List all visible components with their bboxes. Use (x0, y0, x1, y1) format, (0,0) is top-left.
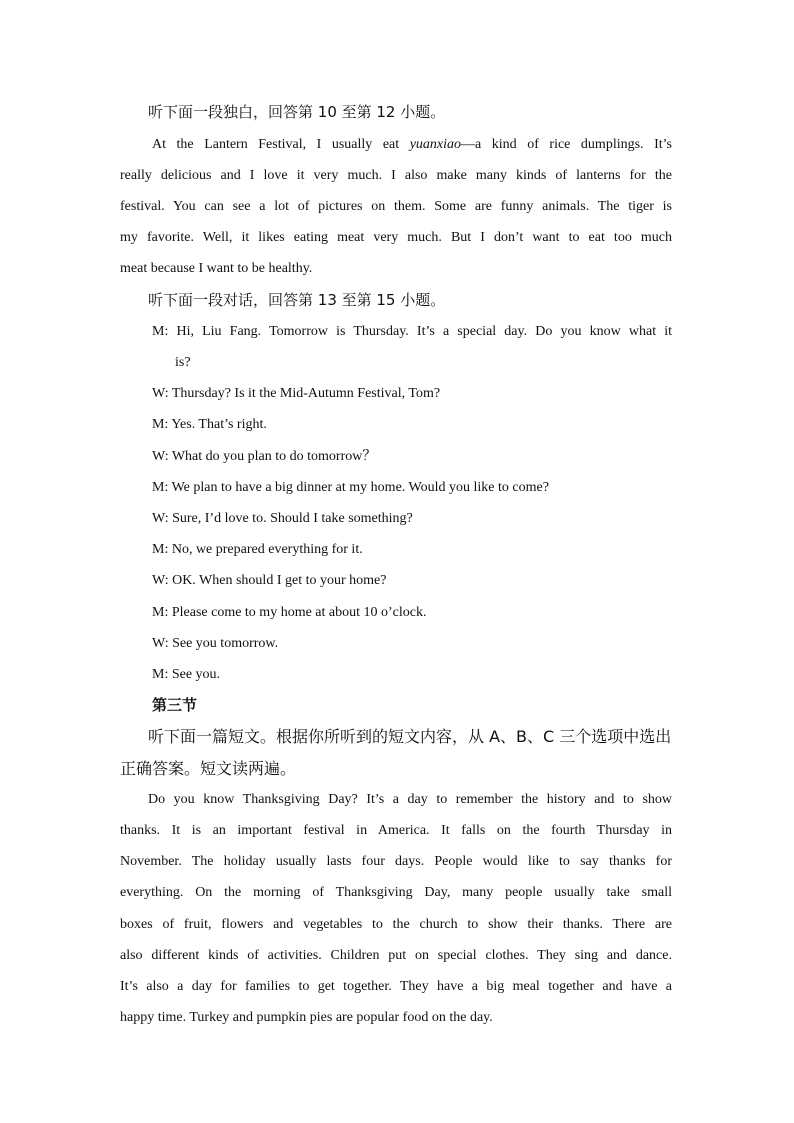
passage-line-4: everything. On the morning of Thanksgiving Day, many people usually take small (120, 885, 672, 900)
monologue-line-3: festival. You can see a lot of pictures on them. Some are funny animals. The tiger is (120, 199, 672, 214)
section3-title: 第三节 (152, 696, 198, 714)
dialogue-line-3: M: Yes. That’s right. (152, 417, 267, 432)
section2-heading: 听下面一段对话，回答第 13 至第 15 小题。 (148, 291, 446, 309)
monologue-italic-word: yuanxiao (409, 137, 462, 152)
dialogue-line-6: W: Sure, I’d love to. Should I take something? (152, 511, 413, 526)
passage-line-1: Do you know Thanksgiving Day? It’s a day to remember the history and to show (148, 792, 672, 807)
passage-line-7: It’s also a day for families to get together. They have a big meal together and have a (120, 979, 672, 994)
section1-heading: 听下面一段独白，回答第 10 至第 12 小题。 (148, 103, 446, 121)
monologue-line-5: meat because I want to be healthy. (120, 261, 313, 276)
passage-line-2: thanks. It is an important festival in America. It falls on the fourth Thursday in (120, 823, 672, 838)
dialogue-line-8: W: OK. When should I get to your home? (152, 573, 387, 588)
monologue-line-1 (152, 136, 672, 154)
passage-line-5: boxes of fruit, flowers and vegetables to the church to show their thanks. There are (120, 917, 672, 932)
passage-line-6: also different kinds of activities. Children put on special clothes. They sing and dance. (120, 948, 672, 963)
monologue-line-1-post: —a kind of rice dumplings. It’s (461, 137, 672, 152)
monologue-line-2: really delicious and I love it very much. I also make many kinds of lanterns for the (120, 168, 672, 183)
section3-instruction-line-2: 正确答案。短文读两遍。 (120, 759, 297, 778)
dialogue-line-2: W: Thursday? Is it the Mid-Autumn Festival, Tom? (152, 386, 441, 401)
section3-instruction-line-1: 听下面一篇短文。根据你所听到的短文内容，从 A、B、C 三个选项中选出 (148, 727, 672, 746)
monologue-line-4: my favorite. Well, it likes eating meat very much. But I don’t want to eat too much (120, 230, 672, 245)
monologue-line-1-pre: At the Lantern Festival, I usually eat (152, 137, 410, 152)
dialogue-line-10: W: See you tomorrow. (152, 636, 279, 651)
passage-line-3: November. The holiday usually lasts four days. People would like to say thanks for (120, 854, 672, 869)
dialogue-line-1-cont: is? (175, 355, 191, 370)
dialogue-line-11: M: See you. (152, 667, 221, 682)
dialogue-line-4: W: What do you plan to do tomorrow？ (152, 449, 377, 464)
dialogue-line-7: M: No, we prepared everything for it. (152, 542, 363, 557)
dialogue-line-9: M: Please come to my home at about 10 o’clock. (152, 605, 427, 620)
passage-line-8: happy time. Turkey and pumpkin pies are popular food on the day. (120, 1010, 493, 1025)
dialogue-line-1: M: Hi, Liu Fang. Tomorrow is Thursday. It’s a special day. Do you know what it (152, 324, 672, 339)
dialogue-line-5: M: We plan to have a big dinner at my home. Would you like to come? (152, 480, 549, 495)
